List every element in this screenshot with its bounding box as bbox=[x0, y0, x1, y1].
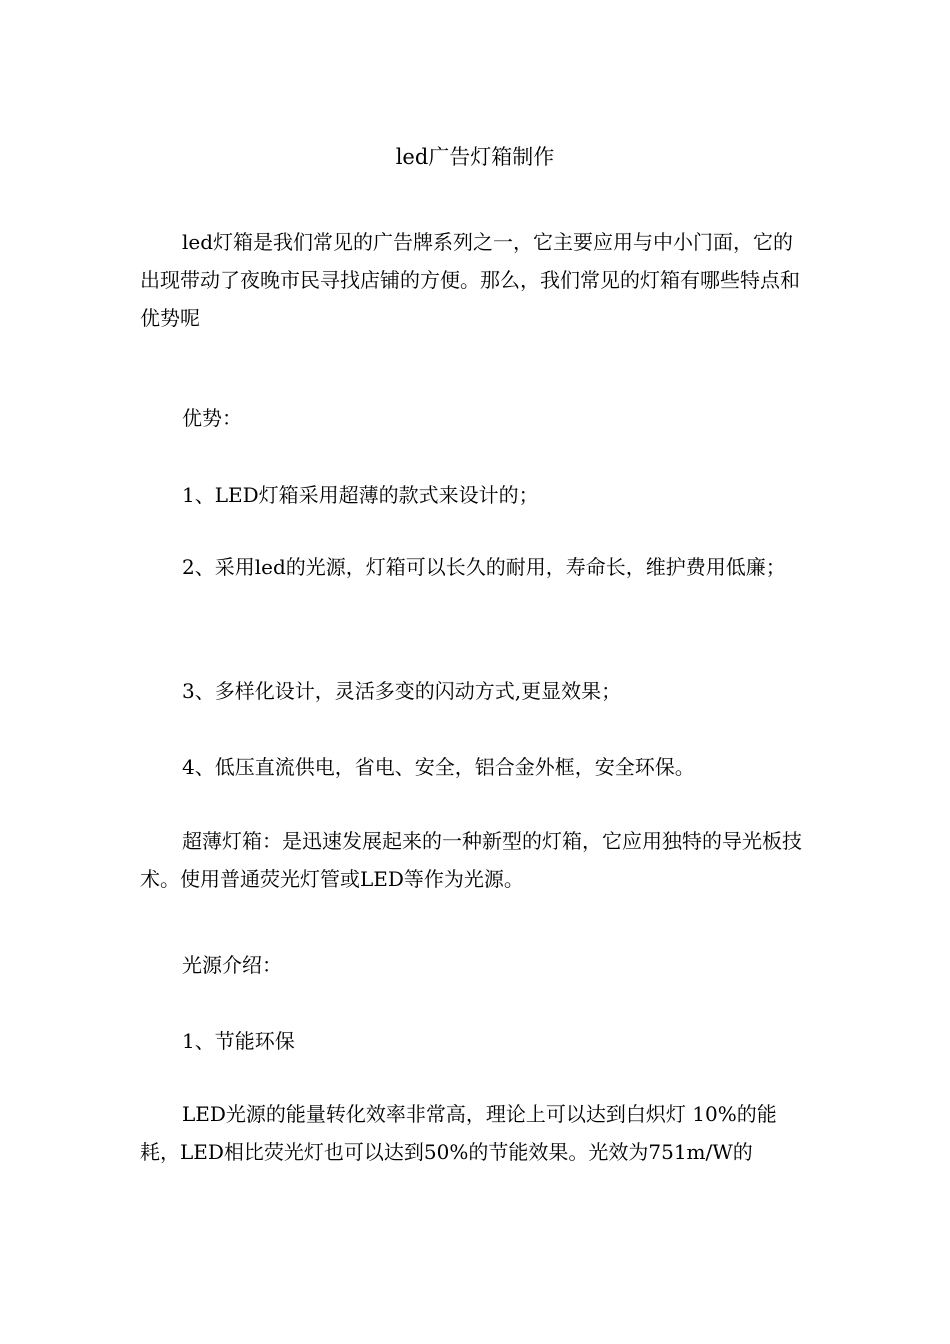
paragraph-advantage-2: 2、采用led的光源，灯箱可以长久的耐用，寿命长，维护费用低廉； bbox=[182, 555, 786, 579]
paragraph-advantage-1: 1、LED灯箱采用超薄的款式来设计的； bbox=[182, 483, 539, 507]
paragraph-light-source-heading: 光源介绍： bbox=[182, 953, 282, 977]
paragraph-advantage-3: 3、多样化设计，灵活多变的闪动方式,更显效果； bbox=[182, 679, 622, 703]
paragraph-intro: led灯箱是我们常见的广告牌系列之一，它主要应用与中小门面，它的出现带动了夜晚市民寻找店铺的方便。那么，我们常见的灯箱有哪些特点和优势呢 bbox=[140, 230, 800, 330]
paragraph-advantages-heading: 优势： bbox=[182, 406, 242, 430]
paragraph-energy-saving-body: LED光源的能量转化效率非常高，理论上可以达到白炽灯 10%的能耗，LED相比荧光灯也可以达到50%的节能效果。光效为751m/W的 bbox=[140, 1102, 777, 1164]
paragraph-advantage-4: 4、低压直流供电，省电、安全，铝合金外框，安全环保。 bbox=[182, 755, 695, 779]
document-title: led广告灯箱制作 bbox=[395, 145, 555, 169]
paragraph-ultrathin: 超薄灯箱：是迅速发展起来的一种新型的灯箱，它应用独特的导光板技术。使用普通荧光灯管或LED等作为光源。 bbox=[140, 829, 802, 891]
paragraph-energy-saving-heading: 1、节能环保 bbox=[182, 1029, 295, 1053]
